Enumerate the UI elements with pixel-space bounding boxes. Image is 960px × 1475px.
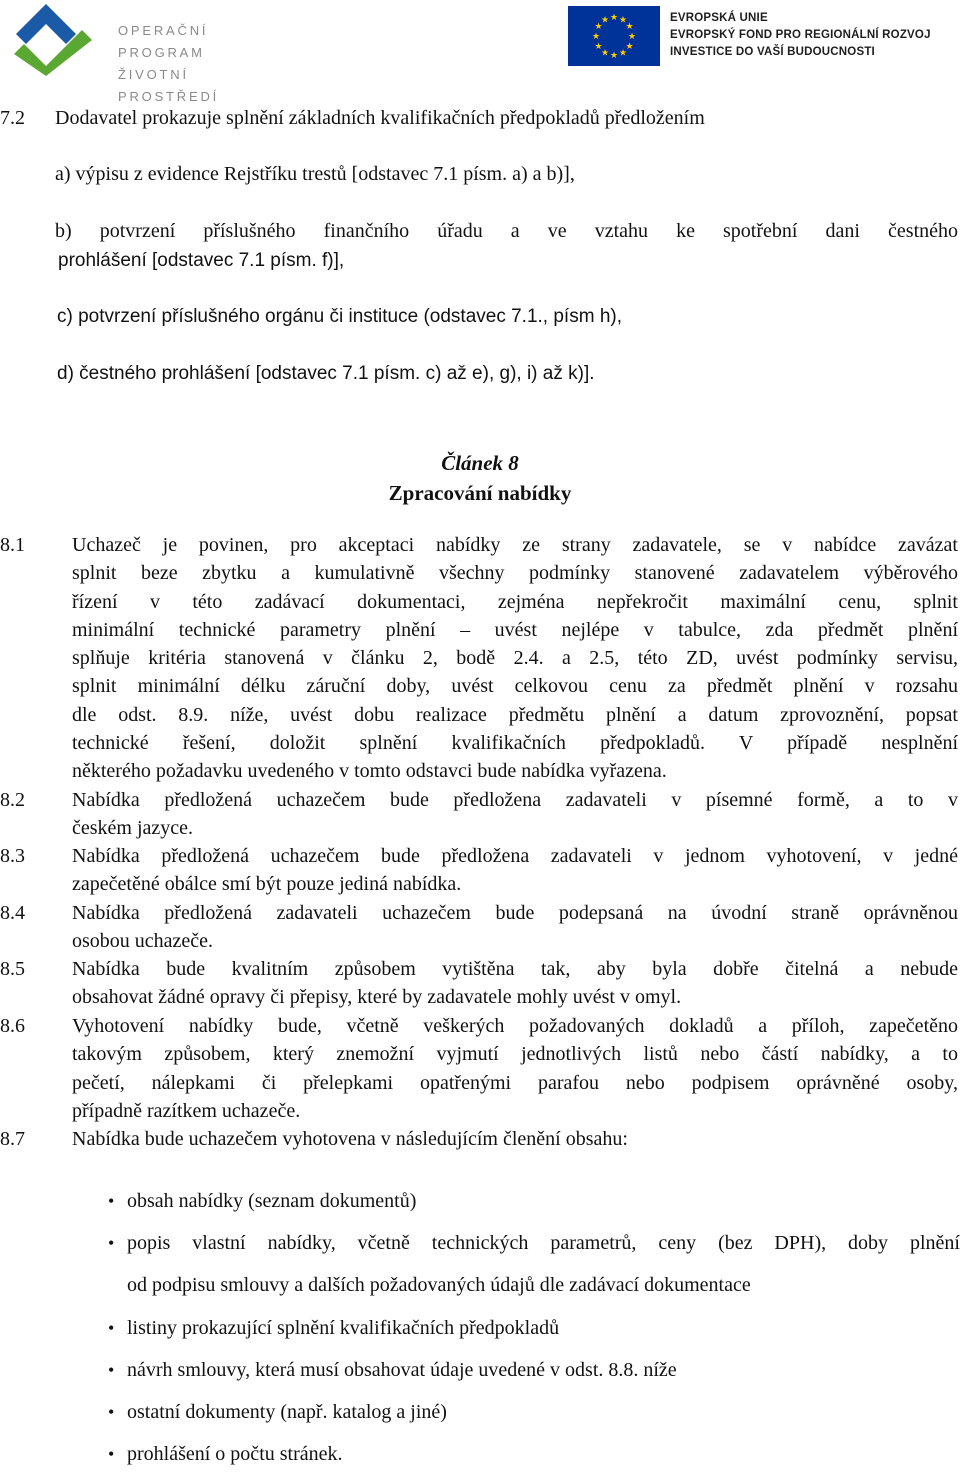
- paragraph-number: 8.1: [0, 534, 25, 556]
- paragraph-line: Nabídka bude uchazečem vyhotovena v následujícím členění obsahu:: [72, 1128, 628, 1150]
- eu-logo-line1: EVROPSKÁ UNIE: [670, 12, 768, 24]
- eu-flag-icon: [568, 6, 660, 66]
- item-a: a) výpisu z evidence Rejstříku trestů [odstavec 7.1 písm. a) a b)],: [55, 163, 575, 185]
- paragraph-line: osobou uchazeče.: [72, 930, 214, 953]
- paragraph-line: technické řešení, doložit splnění kvalifikačních předpokladů. V případě nesplnění: [72, 732, 958, 755]
- paragraph-number: 8.2: [0, 789, 25, 811]
- paragraph-line: Uchazeč je povinen, pro akceptaci nabídky ze strany zadavatele, se v nabídce zavázat: [72, 534, 958, 556]
- list-item: [108, 1433, 960, 1475]
- list-item-text: • prohlášení o počtu stránek.: [127, 1443, 343, 1466]
- paragraph-number: 8.4: [0, 902, 25, 924]
- op-zp-logo-mark: [6, 0, 114, 76]
- item-b-line1: b) potvrzení příslušného finančního úřadu a ve vztahu ke spotřební dani čestného: [55, 220, 958, 242]
- section-7-2-number: 7.2: [0, 107, 25, 129]
- paragraph-number: 8.3: [0, 845, 25, 867]
- content-structure-list: [108, 1180, 960, 1475]
- paragraph-line: českém jazyce.: [72, 817, 194, 840]
- paragraph-line: řízení v této zadávací dokumentaci, zejména nepřekročit maximální cenu, splnit: [72, 590, 958, 613]
- article-number: Článek 8: [441, 451, 519, 475]
- paragraph-line: minimální technické parametry plnění – uvést nejlépe v tabulce, zda předmět plnění: [72, 618, 958, 641]
- list-item: [108, 1180, 960, 1222]
- paragraph-line: zapečetěné obálce smí být pouze jediná nabídka.: [72, 873, 462, 896]
- paragraph-line: takovým způsobem, který znemožní vyjmutí jednotlivých listů nebo částí nabídky, a to: [72, 1043, 958, 1066]
- svg-text:★: ★: [618, 48, 628, 59]
- svg-text:★: ★: [594, 22, 603, 32]
- paragraph-line: Vyhotovení nabídky bude, včetně veškerých požadovaných dokladů a příloh, zapečetěno: [72, 1015, 958, 1037]
- eu-logo-line3: INVESTICE DO VAŠÍ BUDOUCNOSTI: [670, 46, 875, 58]
- svg-text:★: ★: [618, 15, 628, 26]
- paragraph-line: splnit minimální délku záruční doby, uvést celkovou cenu za předmět plnění v rozsahu: [72, 675, 958, 698]
- list-item-text: • popis vlastní nabídky, včetně technických parametrů, ceny (bez DPH), doby plnění: [127, 1232, 960, 1255]
- paragraph-line: obsahovat žádné opravy či přepisy, které by zadavatele mohly uvést v omyl.: [72, 986, 682, 1009]
- paragraph-number: 8.7: [0, 1128, 25, 1150]
- paragraph-line: Nabídka předložená uchazečem bude předložena zadavateli v písemné formě, a to v: [72, 789, 958, 811]
- op-logo-line1: OPERAČNÍ PROGRAM: [118, 23, 209, 60]
- item-b-line2: prohlášení [odstavec 7.1 písm. f)],: [58, 250, 345, 271]
- svg-text:★: ★: [609, 51, 619, 61]
- paragraph-line: případně razítkem uchazeče.: [72, 1099, 301, 1122]
- list-item: [108, 1307, 960, 1349]
- paragraph-line: Nabídka bude kvalitním způsobem vytištěna tak, aby byla dobře čitelná a nebude: [72, 958, 958, 980]
- paragraph-line: Nabídka předložená uchazečem bude předložena zadavateli v jednom vyhotovení, v jedné: [72, 845, 958, 867]
- item-c: c) potvrzení příslušného orgánu či instituce (odstavec 7.1., písm h),: [57, 306, 622, 327]
- list-item-text: • návrh smlouvy, která musí obsahovat údaje uvedené v odst. 8.8. níže: [127, 1358, 677, 1381]
- paragraph-number: 8.5: [0, 958, 25, 980]
- paragraph-line: pečetí, nálepkami či přelepkami opatřenými parafou nebo podpisem oprávněné osoby,: [72, 1071, 958, 1094]
- op-logo-line2: ŽIVOTNÍ PROSTŘEDÍ: [118, 67, 220, 104]
- article-title: Zpracování nabídky: [388, 481, 572, 505]
- svg-text:★: ★: [625, 22, 634, 32]
- list-item: [108, 1391, 960, 1433]
- paragraph-line: splňuje kritéria stanovená v článku 2, bodě 2.4. a 2.5, této ZD, uvést podmínky servisu,: [72, 647, 958, 670]
- svg-text:★: ★: [625, 42, 634, 52]
- paragraph-line: některého požadavku uvedeného v tomto odstavci bude nabídka vyřazena.: [72, 760, 667, 783]
- paragraph-line: dle odst. 8.9. níže, uvést dobu realizace předmětu plnění a datum zprovoznění, popsat: [72, 703, 958, 726]
- svg-text:★: ★: [600, 48, 610, 59]
- list-item-text: • ostatní dokumenty (např. katalog a jiné): [127, 1401, 447, 1424]
- eu-logo-line2: EVROPSKÝ FOND PRO REGIONÁLNÍ ROZVOJ: [670, 29, 931, 41]
- svg-text:★: ★: [594, 42, 603, 52]
- item-d: d) čestného prohlášení [odstavec 7.1 písm. c) až e), g), i) až k)].: [57, 363, 595, 384]
- section-7-2-intro: Dodavatel prokazuje splnění základních kvalifikačních předpokladů předložením: [55, 107, 705, 129]
- paragraph-line: splnit beze zbytku a kumulativně všechny podmínky stanovené zadavatelem výběrového: [72, 562, 958, 585]
- svg-text:★: ★: [627, 32, 637, 42]
- list-item: [108, 1222, 960, 1306]
- article-heading: [0, 448, 960, 508]
- list-item: [108, 1349, 960, 1391]
- svg-text:★: ★: [591, 32, 601, 42]
- eu-logo: [568, 6, 948, 66]
- list-item-text: • obsah nabídky (seznam dokumentů): [127, 1190, 417, 1212]
- op-zp-logo: [6, 0, 296, 104]
- svg-text:★: ★: [609, 13, 619, 23]
- list-item-text: • listiny prokazující splnění kvalifikačních předpokladů: [127, 1316, 560, 1339]
- svg-text:★: ★: [600, 15, 610, 26]
- paragraph-number: 8.6: [0, 1015, 25, 1037]
- list-item-text: od podpisu smlouvy a dalších požadovaných údajů dle zadávací dokumentace: [127, 1274, 751, 1297]
- paragraph-line: Nabídka předložená zadavateli uchazečem bude podepsaná na úvodní straně oprávněnou: [72, 902, 958, 924]
